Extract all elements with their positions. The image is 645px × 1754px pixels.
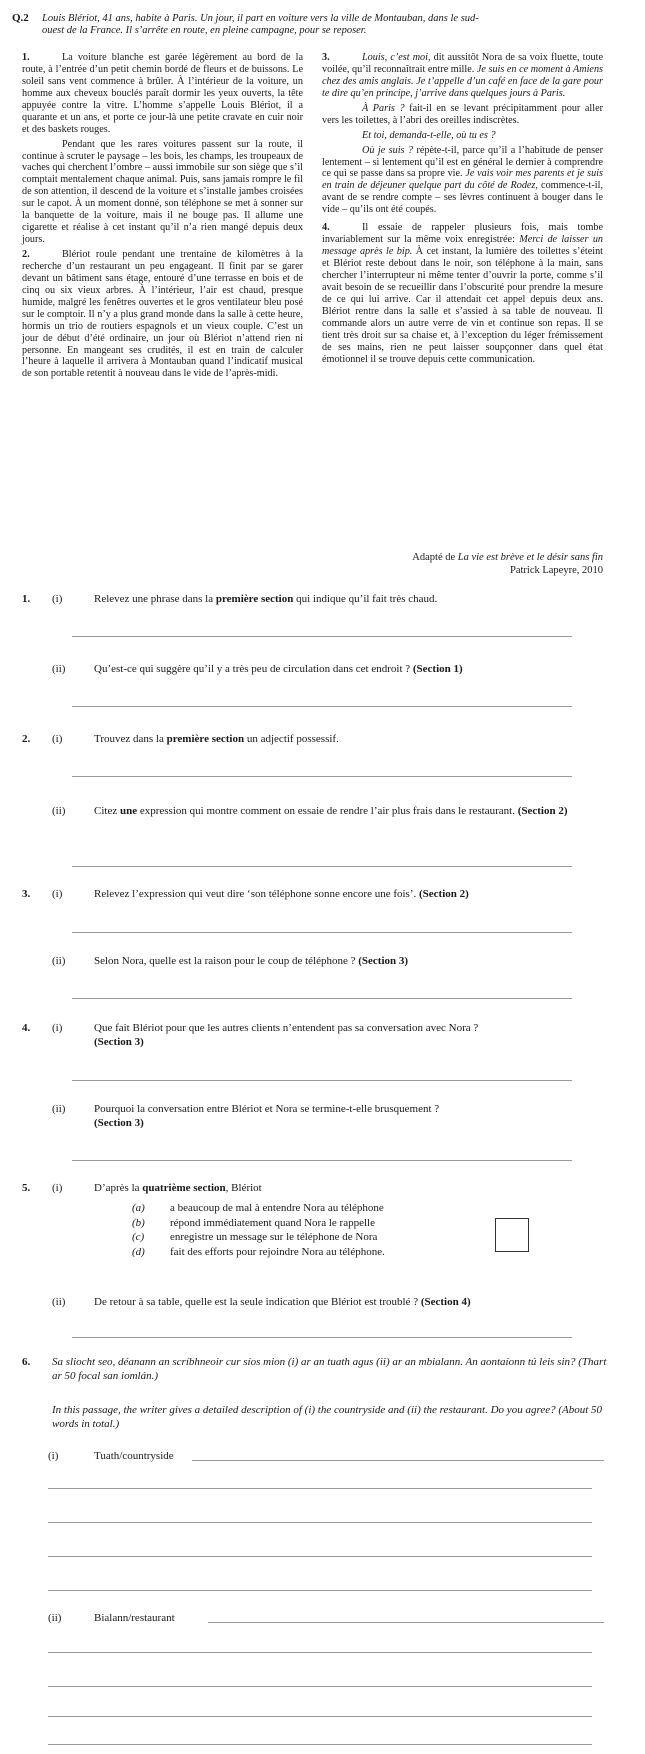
answer-line[interactable] [48,1686,592,1687]
section-1-para-2: Pendant que les rares voitures passent sur la route, il continue à scruter le paysage – les bois, les champs, les troupeaux de vaches qui cherchent l’ombre – aussi immobile sur son siège que s’il comptait mentalement chaque animal. Puis, sans jamais rompre le fil de son attention, il descend de la voiture et s’installe jambes croisées sur le capot. À un moment donné, son téléphone se met à sonner sur la banquette de la voiture, mais il ne bouge pas. Il allume une cigarette et réalise à cet instant qu’il n’a rien mangé depuis deux jours. [22,138,303,246]
answer-box[interactable] [495,1218,529,1252]
answer-line[interactable] [48,1488,592,1489]
section-1-para-1: 1. La voiture blanche est garée légèrement au bord de la route, à l’entrée d’un petit chemin bordé de fleurs et de buissons. Le soleil sans vent commence à brûler. À l’intérieur de la voiture, un homme aux cheveux bouclés paraît dormir les yeux ouverts, la tête appuyée contre la vitre. L’homme s’appelle Louis Blériot, il a quarante et un ans, et porte ce jour-là une petite cravate en cuir noir et des baskets rouges. [22,52,303,135]
mcq-option-d[interactable]: (d) fait des efforts pour rejoindre Nora au téléphone. [132,1245,385,1258]
answer-line[interactable] [48,1556,592,1557]
intro-line-2: ouest de la France. Il s’arrête en route, en pleine campagne, pour se reposer. [42,25,367,37]
exam-page: Q.2 Louis Blériot, 41 ans, habite à Paris. Un jour, il part en voiture vers la ville de Montauban, dans le sud- ouest de la France. Il s’arrête en route, en pleine campagne, pour se reposer. 1. La voiture blanche est garée légèrement au bord de la route, à l’entrée d’un petit chemin bordé de fleurs et de buissons. Le soleil sans vent commence à brûler. À l’intérieur de la voiture, un homme aux cheveux bouclés paraît dormir les yeux ouverts, la tête appuyée contre la vitre. L’homme s’appelle Louis Blériot, il a quarante et un ans, et porte ce jour-là une petite cravate en cuir noir et des baskets rouges. Pendant que les rares voitures passent sur la route, il continue à scruter le paysage – les bois, les champs, les troupeaux de vaches qui cherchent l’ombre – aussi immobile sur son siège que s’il comptait mentalement chaque animal. Puis, sans jamais rompre le fil de son attention, il descend de la voiture et s’installe jambes croisées sur le capot. À un moment donné, son téléphone se met à sonner sur la banquette de la voiture, mais il ne bouge pas. Il allume une cigarette et réalise à cet instant qu’il n’a rien mangé depuis deux jours. 2. Blériot roule pendant une trentaine de kilomètres à la recherche d’un restaurant un peu engageant. Il finit par se garer devant un bâtiment sans étage, entouré d’une terrasse en bois et de cinq ou six vieux arbres. À l’intérieur, l’air est chaud, presque humide, malgré les fenêtres ouvertes et le gros ventilateur bleu posé sur le comptoir. Il n’y a plus grand monde dans la salle à cette heure, hormis un trio de routiers espagnols et un vieux couple. C’est un jour de début d’été ordinaire, un jour où Blériot n’attend rien ni personne. En mangeant ses crudités, il est en train de calculer l’heure à laquelle il arrivera à Montauban quand l’indicatif musical de son portable retentit à nouveau dans le vide de l’après-midi. 3. Louis, c’est moi, dit aussitôt Nora de sa voix fluette, toute voilée, qu’il reconnaîtrait entre mille. Je suis en ce moment à Amiens chez des amis anglais. Je t’appelle d’un café en face de la gare pour te dire qu’en principe, j’arrive dans quelques jours à Paris. À Paris ? fait-il en se levant précipitamment pour aller vers les toilettes, à l’abri des oreilles indiscrètes. Et toi, demanda-t-elle, où tu es ? Où je suis ? répète-t-il, parce qu’il a l’habitude de penser lentement – si lentement qu’il est en général le dernier à comprendre ce qui se passe dans sa propre vie. Je vais voir mes parents et je suis en train de déjeuner quelque part du côté de Rodez, commence-t-il, avant de se rendre compte – ses lèvres continuent à bouger dans le vide – qu’ils ont été coupés. 4. Il essaie de rappeler plusieurs fois, mais tombe invariablement sur la même voix enregistrée: Merci de laisser un message après le bip. À cet instant, la lumière des toilettes s’éteint et Blériot reste debout dans le noir, son téléphone à la main, sans chercher l’interrupteur ni même tenter d’ouvrir la porte, comme s’il avait besoin de se recueillir dans l’obscurité pour prendre la mesure de ce qui lui arrive. Car il attendait cet appel depuis deux ans. Blériot rentre dans la salle et s’assied à sa table de nouveau. Il commande alors un autre verre de vin et continue son repas. Il se tient très droit sur sa chaise et, à l’exception du léger frémissement de ses mains, rien ne peut laisser soupçonner dans quel état émotionnel il se trouve depuis cette communication. Adapté de La vie est brève et le désir sans fin Patrick Lapeyre, 2010 1. (i) Relevez une phrase dans la première section qui indique qu’il fait très chaud. (ii) Qu’est-ce qui suggère qu’il y a très peu de circulation dans cet endroit ? (Section 1) 2. (i) Trouvez dans la première section un adjectif possessif. (ii) Citez une expression qui montre comment on essaie de rendre l’air plus frais dans le restaurant. (Section 2) 3. (i) Relevez l’expression qui veut dire ‘son téléphone sonne encore une fois’. (Section 2) (ii) Selon Nora, quelle est la raison pour le coup de téléphone ? (Section 3) 4. (i) Que fait Blériot pour que les autres clients n’entendent pas sa conversation avec Nora ? (Section 3) (ii) Pourquoi la conversation entre Blériot et Nora se termine-t-elle brusquement ? (Section 3) 5. (i) D’après la quatrième section, Blériot (a) a beaucoup de mal à entendre Nora au téléphone (b) répond immédiatement quand Nora le rappelle (c) enregistre un message sur le téléphone de Nora (d) fait des efforts pour rejoindre Nora au téléphone. (ii) De retour à sa table, quelle est la seule indication que Blériot est troublé ? (Section 4) 6. Sa sliocht seo, déanann an scríbhneoir cur síos mion (i) ar an tuath agus (ii) ar an mbialann. An aontaíonn tú leis sin? (Thart ar 50 focal san iomlán.) In this passage, the writer gives a detailed description of (i) the countryside and (ii) the restaurant. Do you agree? (About 50 words in total.) (i) Tuath/countryside (ii) Bialann/restaurant [0,0,645,1754]
answer-line[interactable] [48,1652,592,1653]
answer-line[interactable] [48,1744,592,1745]
answer-line[interactable] [72,636,572,637]
question-header [12,12,632,37]
source-author: Patrick Lapeyre, 2010 [509,565,603,577]
passage-left-column [22,52,303,383]
answer-line[interactable] [72,1080,572,1081]
section-3-para-2: À Paris ? fait-il en se levant précipitamment pour aller vers les toilettes, à l’abri des oreilles indiscrètes. [322,102,604,126]
answer-line[interactable] [72,1337,572,1338]
mcq-options [132,1201,385,1259]
section-3-para-1: 3. Louis, c’est moi, dit aussitôt Nora de sa voix fluette, toute voilée, qu’il reconnaîtrait entre mille. Je suis en ce moment à Amiens chez des amis anglais. Je t’appelle d’un café en face de la gare pour te dire qu’en principe, j’arrive dans quelques jours à Paris. [322,52,604,99]
question-6-english: In this passage, the writer gives a detailed description of (i) the countryside and (ii) the restaurant. Do you agree? (About 50 words in total.) [52,1404,603,1430]
answer-line[interactable] [72,866,572,867]
answer-line[interactable] [72,776,572,777]
answer-blank[interactable] [208,1622,604,1623]
mcq-option-a[interactable]: (a) a beaucoup de mal à entendre Nora au téléphone [132,1202,384,1214]
restaurant-label: Bialann/restaurant [94,1612,175,1624]
mcq-option-b[interactable]: (b) répond immédiatement quand Nora le rappelle [132,1216,375,1229]
answer-line[interactable] [48,1716,592,1717]
section-4-para: 4. Il essaie de rappeler plusieurs fois, mais tombe invariablement sur la même voix enregistrée: Merci de laisser un message après le bip. À cet instant, la lumière des toilettes s’éteint et Blériot reste debout dans le noir, son téléphone à la main, sans chercher l’interrupteur ni même tenter d’ouvrir la porte, comme s’il avait besoin de se recueillir dans l’obscurité pour prendre la mesure de ce qui lui arrive. Car il attendait cet appel depuis deux ans. Blériot rentre dans la salle et s’assied à sa table de nouveau. Il commande alors un autre verre de vin et continue son repas. Il se tient très droit sur sa chaise et, à l’exception du léger frémissement de ses mains, rien ne peut laisser soupçonner dans quel état émotionnel il se trouve depuis cette communication. [322,222,604,365]
question-6-irish: Sa sliocht seo, déanann an scríbhneoir cur síos mion (i) ar an tuath agus (ii) ar an mbialann. An aontaíonn tú leis sin? (Thart ar 50 focal san iomlán.) [52,1356,607,1382]
answer-line[interactable] [72,706,572,707]
answer-line[interactable] [72,1160,572,1161]
section-3-para-3: Et toi, demanda-t-elle, où tu es ? [362,129,496,141]
source-title: La vie est brève et le désir sans fin [457,552,603,563]
answer-line[interactable] [48,1590,592,1591]
answer-blank[interactable] [192,1460,604,1461]
countryside-label: Tuath/countryside [94,1450,174,1462]
answer-line[interactable] [72,932,572,933]
section-3-para-4: Où je suis ? répète-t-il, parce qu’il a l’habitude de penser lentement – si lentement qu’il est en général le dernier à comprendre ce qui se passe dans sa propre vie. Je vais voir mes parents et je suis en train de déjeuner quelque part du côté de Rodez, commence-t-il, avant de se rendre compte – ses lèvres continuent à bouger dans le vide – qu’ils ont été coupés. [322,144,603,216]
section-2-para: 2. Blériot roule pendant une trentaine de kilomètres à la recherche d’un restaurant un peu engageant. Il finit par se garer devant un bâtiment sans étage, entouré d’une terrasse en bois et de cinq ou six vieux arbres. À l’intérieur, l’air est chaud, presque humide, malgré les fenêtres ouvertes et le gros ventilateur bleu posé sur le comptoir. Il n’y a plus grand monde dans la salle à cette heure, hormis un trio de routiers espagnols et un vieux couple. C’est un jour de début d’été ordinaire, un jour où Blériot n’attend rien ni personne. En mangeant ses crudités, il est en train de calculer l’heure à laquelle il arrivera à Montauban quand l’indicatif musical de son portable retentit à nouveau dans le vide de l’après-midi. [22,249,303,380]
source-credit: Adapté de La vie est brève et le désir sans fin Patrick Lapeyre, 2010 [322,551,603,577]
answer-line[interactable] [48,1522,592,1523]
passage-right-column [322,52,603,368]
question-number: Q.2 [12,12,29,24]
mcq-option-c[interactable]: (c) enregistre un message sur le téléphone de Nora [132,1231,378,1244]
intro-line-1: Louis Blériot, 41 ans, habite à Paris. Un jour, il part en voiture vers la ville de Montauban, dans le sud- [42,13,479,24]
answer-line[interactable] [72,998,572,999]
